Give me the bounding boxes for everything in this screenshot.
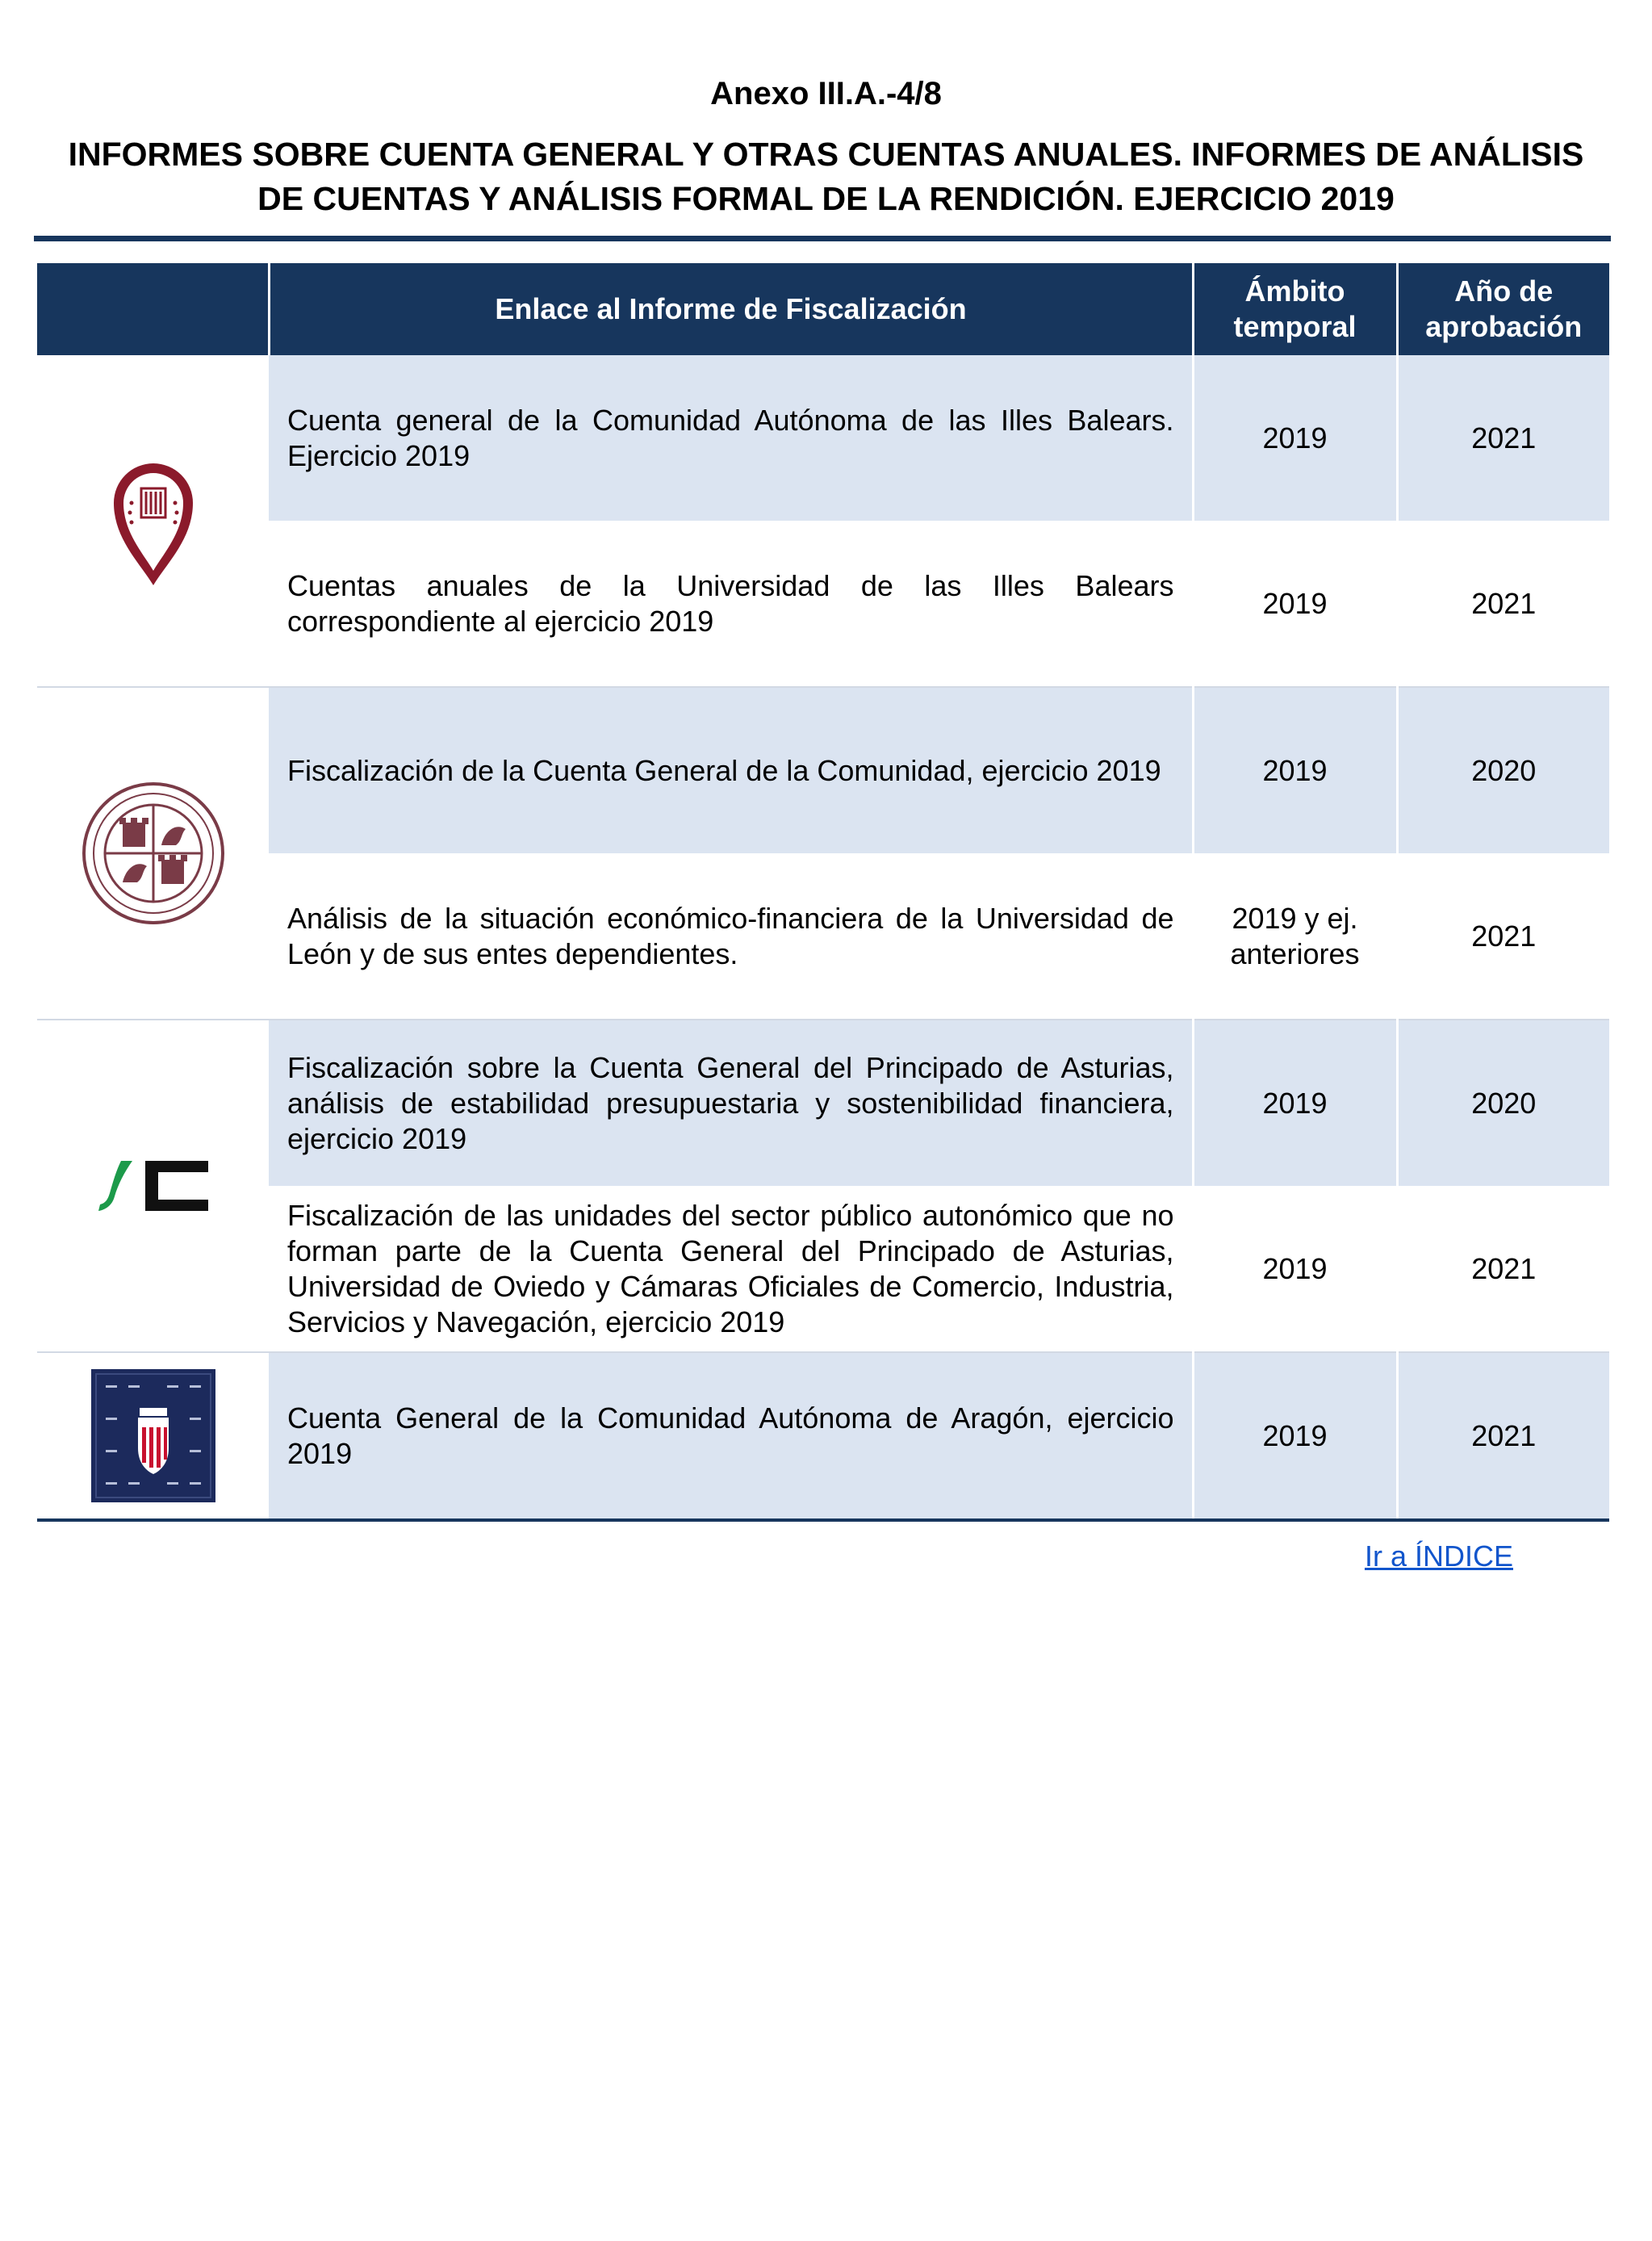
consejo-cuentas-castilla-leon-seal-icon bbox=[81, 781, 226, 926]
report-link-cell[interactable] bbox=[269, 1186, 1193, 1352]
logo-cell bbox=[37, 1020, 269, 1352]
sindicatura-illes-balears-logo-icon bbox=[109, 448, 198, 593]
table-row bbox=[37, 355, 1609, 521]
table-row bbox=[37, 687, 1609, 853]
report-link-cell[interactable] bbox=[269, 1352, 1193, 1520]
page-title: INFORMES SOBRE CUENTA GENERAL Y OTRAS CUENTAS ANUALES. INFORMES DE ANÁLISIS DE CUENTAS Y ANÁLISIS FORMAL DE LA RENDICIÓN. EJERCICIO 2019 bbox=[68, 136, 1584, 217]
logo-cell bbox=[37, 1352, 269, 1520]
approval-year-cell: 2020 bbox=[1397, 687, 1609, 853]
report-link-cell[interactable] bbox=[269, 853, 1193, 1020]
report-link-cell[interactable] bbox=[269, 687, 1193, 853]
header-logo-cell bbox=[37, 263, 269, 355]
approval-year-cell: 2021 bbox=[1397, 1352, 1609, 1520]
table-row bbox=[37, 1020, 1609, 1186]
approval-year-cell: 2021 bbox=[1397, 1186, 1609, 1352]
header-approval-year: Año de aprobación bbox=[1397, 263, 1609, 355]
scope-cell: 2019 bbox=[1193, 1186, 1397, 1352]
report-link[interactable]: Análisis de la situación económico-financiera de la Universidad de León y de sus entes dependientes. bbox=[287, 901, 1174, 970]
scope-cell: 2019 bbox=[1193, 687, 1397, 853]
report-link[interactable]: Fiscalización de las unidades del sector público autonómico que no forman parte de la Cuenta General del Principado de Asturias, Universidad de Oviedo y Cámaras Oficiales de Comercio, Industria, Servicios y Navegación, ejercicio 2019 bbox=[287, 1198, 1174, 1338]
header-report-link: Enlace al Informe de Fiscalización bbox=[269, 263, 1193, 355]
approval-year-cell: 2021 bbox=[1397, 853, 1609, 1020]
reports-table bbox=[37, 263, 1609, 1522]
table-row bbox=[37, 853, 1609, 1020]
report-link-cell[interactable] bbox=[269, 521, 1193, 687]
camara-cuentas-aragon-logo-icon bbox=[91, 1369, 215, 1502]
scope-cell: 2019 y ej. anteriores bbox=[1193, 853, 1397, 1020]
report-link[interactable]: Fiscalización de la Cuenta General de la Comunidad, ejercicio 2019 bbox=[287, 753, 1161, 787]
go-to-index-link[interactable]: Ir a ÍNDICE bbox=[1364, 1539, 1513, 1573]
table-row bbox=[37, 1352, 1609, 1520]
table-row bbox=[37, 1186, 1609, 1352]
scope-cell: 2019 bbox=[1193, 1352, 1397, 1520]
logo-cell bbox=[37, 687, 269, 1020]
table-row bbox=[37, 521, 1609, 687]
logo-cell bbox=[37, 355, 269, 687]
sindicatura-asturias-logo-icon bbox=[97, 1158, 210, 1214]
report-link[interactable]: Cuenta general de la Comunidad Autónoma de las Illes Balears. Ejercicio 2019 bbox=[287, 403, 1174, 472]
scope-cell: 2019 bbox=[1193, 355, 1397, 521]
annex-label: Anexo III.A.-4/8 bbox=[710, 76, 942, 111]
approval-year-cell: 2021 bbox=[1397, 521, 1609, 687]
scope-cell: 2019 bbox=[1193, 1020, 1397, 1186]
report-link-cell[interactable] bbox=[269, 1020, 1193, 1186]
report-link[interactable]: Fiscalización sobre la Cuenta General del Principado de Asturias, análisis de estabilidad presupuestaria y sostenibilidad financiera, ejercicio 2019 bbox=[287, 1050, 1174, 1155]
header-scope: Ámbito temporal bbox=[1193, 263, 1397, 355]
report-link[interactable]: Cuentas anuales de la Universidad de las Illes Balears correspondiente al ejercicio 2019 bbox=[287, 568, 1174, 638]
approval-year-cell: 2021 bbox=[1397, 355, 1609, 521]
approval-year-cell: 2020 bbox=[1397, 1020, 1609, 1186]
scope-cell: 2019 bbox=[1193, 521, 1397, 687]
report-link[interactable]: Cuenta General de la Comunidad Autónoma de Aragón, ejercicio 2019 bbox=[287, 1401, 1174, 1470]
title-divider bbox=[34, 236, 1611, 241]
report-link-cell[interactable] bbox=[269, 355, 1193, 521]
table-header-row bbox=[37, 263, 1609, 355]
